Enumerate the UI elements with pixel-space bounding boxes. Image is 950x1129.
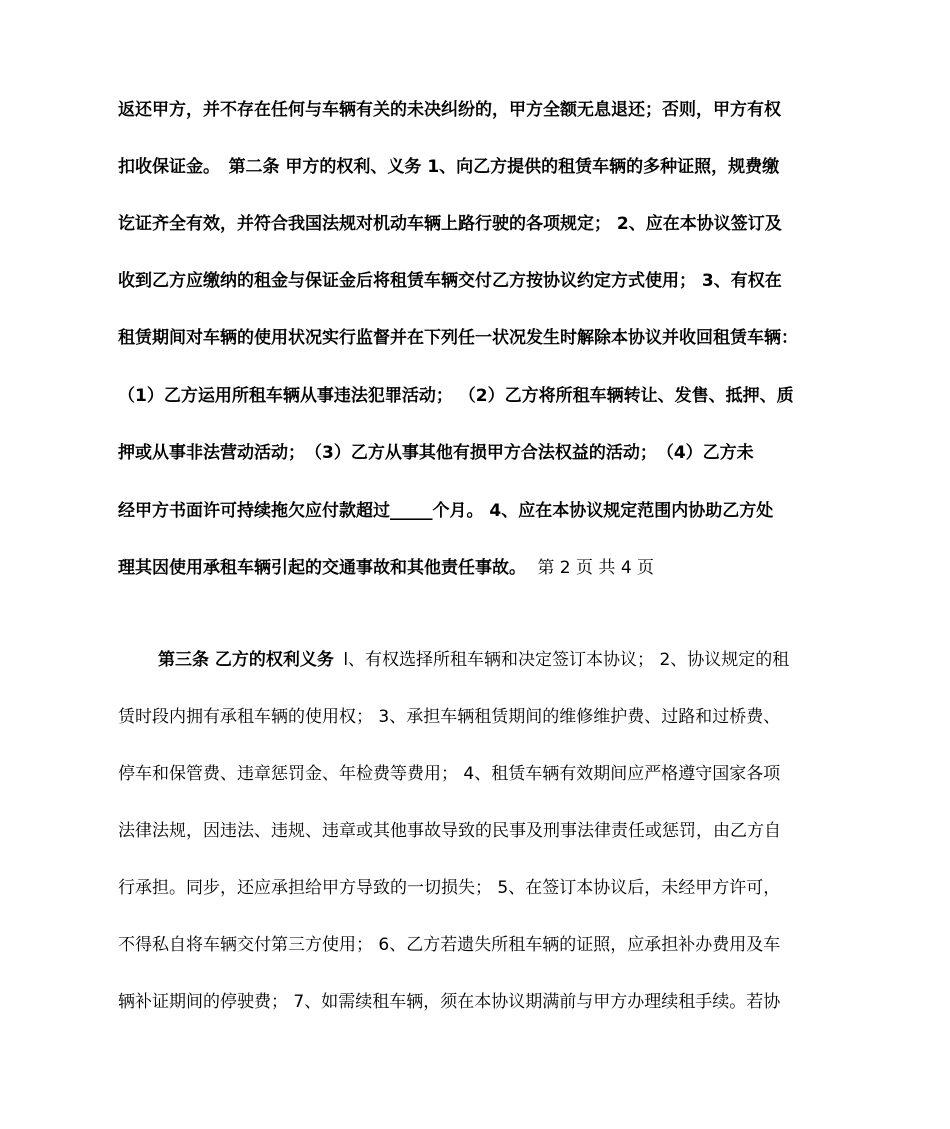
paragraph-line: 押或从事非法营动活动； （3）乙方从事其他有损甲方合法权益的活动； （4）乙方未 <box>118 443 754 463</box>
paragraph-line: 讫证齐全有效，并符合我国法规对机动车辆上路行驶的各项规定； 2、应在本协议签订及 <box>118 214 782 234</box>
article-heading: 第三条 乙方的权利义务 <box>158 650 334 670</box>
paragraph-text: l、有权选择所租车辆和决定签订本协议； 2、协议规定的租 <box>343 650 790 670</box>
paragraph-line: 扣收保证金。 第二条 甲方的权利、义务 1、向乙方提供的租赁车辆的多种证照，规费缴 <box>118 157 780 177</box>
paragraph-line: 行承担。同步，还应承担给甲方导致的一切损失； 5、在签订本协议后，未经甲方许可， <box>118 878 781 898</box>
paragraph-line: 经甲方书面许可持续拖欠应付款超过_____个月。 4、应在本协议规定范围内协助乙方处 <box>118 501 774 521</box>
paragraph-line: 租赁期间对车辆的使用状况实行监督并在下列任一状况发生时解除本协议并收回租赁车辆： <box>118 328 798 348</box>
paragraph-line: 辆补证期间的停驶费； 7、如需续租车辆，须在本协议期满前与甲方办理续租手续。若协 <box>118 992 781 1012</box>
paragraph-line: 停车和保管费、违章惩罚金、年检费等费用； 4、租赁车辆有效期间应严格遵守国家各项 <box>118 764 781 784</box>
paragraph-line: 法律法规，因违法、违规、违章或其他事故导致的民事及刑事法律责任或惩罚，由乙方自 <box>118 821 781 841</box>
paragraph-line-with-page-number <box>118 556 654 580</box>
page-number: 第 2 页 共 4 页 <box>537 558 655 578</box>
paragraph-line: 不得私自将车辆交付第三方使用； 6、乙方若遗失所租车辆的证照，应承担补办费用及车 <box>118 935 781 955</box>
paragraph-text: 理其因使用承租车辆引起的交通事故和其他责任事故。 <box>118 558 526 578</box>
article-heading-line <box>158 648 789 672</box>
paragraph-line: 收到乙方应缴纳的租金与保证金后将租赁车辆交付乙方按协议约定方式使用； 3、有权在 <box>118 271 782 291</box>
paragraph-line: 赁时段内拥有承租车辆的使用权； 3、承担车辆租赁期间的维修维护费、过路和过桥费、 <box>118 707 781 727</box>
paragraph-line: （1）乙方运用所租车辆从事违法犯罪活动； （2）乙方将所租车辆转让、发售、抵押、质 <box>118 386 794 406</box>
paragraph-line: 返还甲方，并不存在任何与车辆有关的未决纠纷的，甲方全额无息退还；否则，甲方有权 <box>118 100 781 120</box>
